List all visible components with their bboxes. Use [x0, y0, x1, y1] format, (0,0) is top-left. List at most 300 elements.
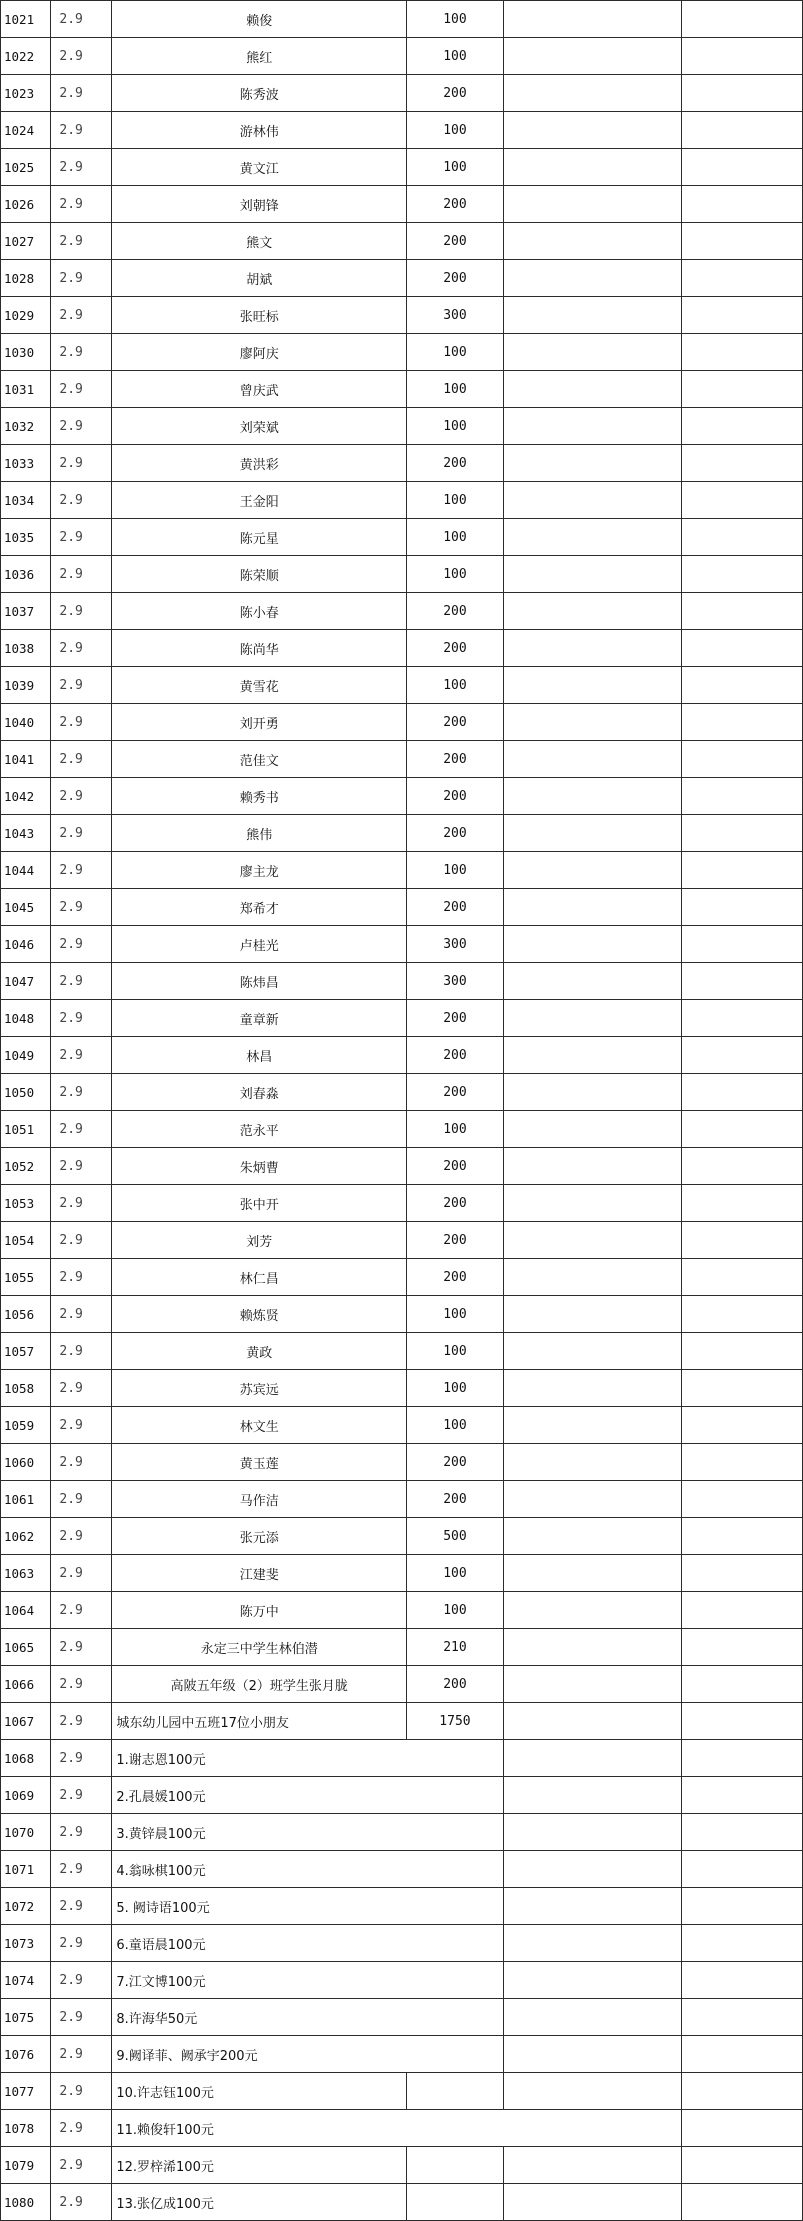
donation-amount[interactable]: 200 — [407, 1074, 504, 1111]
donation-amount[interactable]: 100 — [407, 1296, 504, 1333]
donation-amount[interactable]: 200 — [407, 1259, 504, 1296]
donor-name[interactable]: 刘荣斌 — [112, 408, 407, 445]
row-number[interactable]: 1021 — [1, 1, 51, 38]
row-date[interactable]: 2.9 — [51, 1074, 112, 1111]
note-cell[interactable] — [503, 445, 682, 482]
row-number[interactable]: 1056 — [1, 1296, 51, 1333]
row-date[interactable]: 2.9 — [51, 889, 112, 926]
donor-name[interactable]: 5. 阙诗语100元 — [112, 1888, 407, 1925]
donor-name[interactable]: 曾庆武 — [112, 371, 407, 408]
row-date[interactable]: 2.9 — [51, 1444, 112, 1481]
row-number[interactable]: 1068 — [1, 1740, 51, 1777]
donor-name[interactable]: 9.阙译菲、阙承宇200元 — [112, 2036, 407, 2073]
note-cell[interactable] — [503, 1888, 682, 1925]
row-date[interactable]: 2.9 — [51, 112, 112, 149]
row-date[interactable]: 2.9 — [51, 1370, 112, 1407]
note-cell[interactable] — [503, 1148, 682, 1185]
donor-name[interactable]: 7.江文博100元 — [112, 1962, 407, 1999]
extra-cell[interactable] — [682, 1925, 803, 1962]
donation-amount[interactable]: 200 — [407, 223, 504, 260]
extra-cell[interactable] — [682, 38, 803, 75]
donation-amount[interactable]: 100 — [407, 1592, 504, 1629]
extra-cell[interactable] — [682, 1185, 803, 1222]
row-date[interactable]: 2.9 — [51, 445, 112, 482]
donation-amount[interactable]: 1750 — [407, 1703, 504, 1740]
donor-name[interactable]: 高陂五年级（2）班学生张月胧 — [112, 1666, 407, 1703]
extra-cell[interactable] — [682, 149, 803, 186]
donation-amount[interactable]: 100 — [407, 1407, 504, 1444]
extra-cell[interactable] — [682, 297, 803, 334]
donation-amount[interactable]: 300 — [407, 926, 504, 963]
extra-cell[interactable] — [682, 2147, 803, 2184]
donation-amount[interactable] — [407, 1925, 504, 1962]
donor-name[interactable]: 黄政 — [112, 1333, 407, 1370]
row-number[interactable]: 1071 — [1, 1851, 51, 1888]
extra-cell[interactable] — [682, 186, 803, 223]
extra-cell[interactable] — [682, 1259, 803, 1296]
row-date[interactable]: 2.9 — [51, 778, 112, 815]
note-cell[interactable] — [503, 2073, 682, 2110]
note-cell[interactable] — [503, 260, 682, 297]
donor-name[interactable]: 陈元星 — [112, 519, 407, 556]
row-number[interactable]: 1057 — [1, 1333, 51, 1370]
row-date[interactable]: 2.9 — [51, 149, 112, 186]
row-number[interactable]: 1054 — [1, 1222, 51, 1259]
extra-cell[interactable] — [682, 2184, 803, 2221]
row-number[interactable]: 1060 — [1, 1444, 51, 1481]
row-date[interactable]: 2.9 — [51, 1296, 112, 1333]
row-date[interactable]: 2.9 — [51, 38, 112, 75]
row-date[interactable]: 2.9 — [51, 297, 112, 334]
donation-amount[interactable]: 200 — [407, 704, 504, 741]
note-cell[interactable] — [503, 1592, 682, 1629]
row-number[interactable]: 1022 — [1, 38, 51, 75]
note-cell[interactable] — [503, 1222, 682, 1259]
row-date[interactable]: 2.9 — [51, 260, 112, 297]
row-date[interactable]: 2.9 — [51, 1999, 112, 2036]
donation-amount[interactable] — [407, 1999, 504, 2036]
extra-cell[interactable] — [682, 630, 803, 667]
row-number[interactable]: 1042 — [1, 778, 51, 815]
row-date[interactable]: 2.9 — [51, 1037, 112, 1074]
note-cell[interactable] — [503, 2184, 682, 2221]
extra-cell[interactable] — [682, 1962, 803, 1999]
donation-amount[interactable]: 100 — [407, 38, 504, 75]
row-date[interactable]: 2.9 — [51, 1629, 112, 1666]
donation-amount[interactable]: 100 — [407, 556, 504, 593]
note-cell[interactable] — [503, 1444, 682, 1481]
row-date[interactable]: 2.9 — [51, 334, 112, 371]
donation-amount[interactable] — [407, 2110, 504, 2147]
row-number[interactable]: 1045 — [1, 889, 51, 926]
extra-cell[interactable] — [682, 445, 803, 482]
donation-amount[interactable]: 100 — [407, 1555, 504, 1592]
donor-name[interactable]: 童章新 — [112, 1000, 407, 1037]
row-date[interactable]: 2.9 — [51, 1407, 112, 1444]
row-number[interactable]: 1033 — [1, 445, 51, 482]
donation-amount[interactable] — [407, 2036, 504, 2073]
donor-name[interactable]: 陈荣顺 — [112, 556, 407, 593]
note-cell[interactable] — [503, 1111, 682, 1148]
donor-name[interactable]: 赖炼贤 — [112, 1296, 407, 1333]
extra-cell[interactable] — [682, 1851, 803, 1888]
row-date[interactable]: 2.9 — [51, 630, 112, 667]
extra-cell[interactable] — [682, 2036, 803, 2073]
row-number[interactable]: 1069 — [1, 1777, 51, 1814]
donor-name[interactable]: 黄玉莲 — [112, 1444, 407, 1481]
note-cell[interactable] — [503, 1851, 682, 1888]
row-number[interactable]: 1037 — [1, 593, 51, 630]
extra-cell[interactable] — [682, 1, 803, 38]
note-cell[interactable] — [503, 1629, 682, 1666]
note-cell[interactable] — [503, 1296, 682, 1333]
donor-name[interactable]: 黄文江 — [112, 149, 407, 186]
row-number[interactable]: 1039 — [1, 667, 51, 704]
extra-cell[interactable] — [682, 889, 803, 926]
donation-amount[interactable] — [407, 2147, 504, 2184]
extra-cell[interactable] — [682, 963, 803, 1000]
donor-name[interactable]: 张元添 — [112, 1518, 407, 1555]
donation-amount[interactable]: 200 — [407, 741, 504, 778]
note-cell[interactable] — [503, 1481, 682, 1518]
row-date[interactable]: 2.9 — [51, 371, 112, 408]
donor-name[interactable]: 6.童语晨100元 — [112, 1925, 407, 1962]
note-cell[interactable] — [503, 2036, 682, 2073]
row-date[interactable]: 2.9 — [51, 2073, 112, 2110]
extra-cell[interactable] — [682, 1074, 803, 1111]
note-cell[interactable] — [503, 1370, 682, 1407]
row-number[interactable]: 1053 — [1, 1185, 51, 1222]
row-date[interactable]: 2.9 — [51, 2036, 112, 2073]
note-cell[interactable] — [503, 1, 682, 38]
donation-amount[interactable]: 200 — [407, 186, 504, 223]
row-number[interactable]: 1073 — [1, 1925, 51, 1962]
donation-amount[interactable]: 200 — [407, 815, 504, 852]
donation-amount[interactable]: 200 — [407, 1000, 504, 1037]
note-cell[interactable] — [503, 334, 682, 371]
note-cell[interactable] — [503, 223, 682, 260]
row-number[interactable]: 1076 — [1, 2036, 51, 2073]
donor-name[interactable]: 城东幼儿园中五班17位小朋友 — [112, 1703, 407, 1740]
row-date[interactable]: 2.9 — [51, 1148, 112, 1185]
row-number[interactable]: 1044 — [1, 852, 51, 889]
note-cell[interactable] — [503, 1518, 682, 1555]
row-number[interactable]: 1067 — [1, 1703, 51, 1740]
row-number[interactable]: 1036 — [1, 556, 51, 593]
donor-name[interactable]: 郑希才 — [112, 889, 407, 926]
extra-cell[interactable] — [682, 778, 803, 815]
donor-name[interactable]: 赖俊 — [112, 1, 407, 38]
extra-cell[interactable] — [682, 1333, 803, 1370]
note-cell[interactable] — [503, 630, 682, 667]
note-cell[interactable] — [503, 1037, 682, 1074]
donation-amount[interactable]: 200 — [407, 75, 504, 112]
donation-amount[interactable]: 300 — [407, 297, 504, 334]
note-cell[interactable] — [503, 889, 682, 926]
note-cell[interactable] — [503, 704, 682, 741]
row-number[interactable]: 1034 — [1, 482, 51, 519]
extra-cell[interactable] — [682, 112, 803, 149]
note-cell[interactable] — [503, 38, 682, 75]
row-number[interactable]: 1035 — [1, 519, 51, 556]
extra-cell[interactable] — [682, 1666, 803, 1703]
row-date[interactable]: 2.9 — [51, 667, 112, 704]
extra-cell[interactable] — [682, 1888, 803, 1925]
note-cell[interactable] — [503, 1925, 682, 1962]
donor-name[interactable]: 2.孔晨媛100元 — [112, 1777, 407, 1814]
note-cell[interactable] — [503, 149, 682, 186]
donor-name[interactable]: 黄雪花 — [112, 667, 407, 704]
extra-cell[interactable] — [682, 223, 803, 260]
row-date[interactable]: 2.9 — [51, 1666, 112, 1703]
donor-name[interactable]: 12.罗梓浠100元 — [112, 2147, 407, 2184]
donor-name[interactable]: 张中开 — [112, 1185, 407, 1222]
extra-cell[interactable] — [682, 408, 803, 445]
row-date[interactable]: 2.9 — [51, 223, 112, 260]
donor-name[interactable]: 陈炜昌 — [112, 963, 407, 1000]
row-number[interactable]: 1074 — [1, 1962, 51, 1999]
row-date[interactable]: 2.9 — [51, 2147, 112, 2184]
donation-amount[interactable] — [407, 1851, 504, 1888]
row-number[interactable]: 1026 — [1, 186, 51, 223]
donation-amount[interactable]: 200 — [407, 1037, 504, 1074]
row-date[interactable]: 2.9 — [51, 963, 112, 1000]
row-date[interactable]: 2.9 — [51, 1481, 112, 1518]
donation-amount[interactable] — [407, 1962, 504, 1999]
extra-cell[interactable] — [682, 1629, 803, 1666]
row-number[interactable]: 1051 — [1, 1111, 51, 1148]
row-number[interactable]: 1077 — [1, 2073, 51, 2110]
row-date[interactable]: 2.9 — [51, 75, 112, 112]
row-date[interactable]: 2.9 — [51, 1259, 112, 1296]
donor-name[interactable]: 10.许志钰100元 — [112, 2073, 407, 2110]
note-cell[interactable] — [503, 963, 682, 1000]
donor-name[interactable]: 陈小春 — [112, 593, 407, 630]
row-date[interactable]: 2.9 — [51, 1333, 112, 1370]
donor-name[interactable]: 黄洪彩 — [112, 445, 407, 482]
row-number[interactable]: 1064 — [1, 1592, 51, 1629]
row-number[interactable]: 1062 — [1, 1518, 51, 1555]
row-date[interactable]: 2.9 — [51, 2110, 112, 2147]
row-number[interactable]: 1043 — [1, 815, 51, 852]
note-cell[interactable] — [503, 1703, 682, 1740]
note-cell[interactable] — [503, 408, 682, 445]
extra-cell[interactable] — [682, 741, 803, 778]
donor-name[interactable]: 林仁昌 — [112, 1259, 407, 1296]
row-number[interactable]: 1031 — [1, 371, 51, 408]
row-date[interactable]: 2.9 — [51, 815, 112, 852]
note-cell[interactable] — [503, 852, 682, 889]
row-number[interactable]: 1066 — [1, 1666, 51, 1703]
note-cell[interactable] — [503, 1407, 682, 1444]
donation-amount[interactable]: 200 — [407, 1148, 504, 1185]
extra-cell[interactable] — [682, 1407, 803, 1444]
donation-amount[interactable]: 200 — [407, 778, 504, 815]
note-cell[interactable] — [503, 1185, 682, 1222]
row-number[interactable]: 1023 — [1, 75, 51, 112]
extra-cell[interactable] — [682, 2110, 803, 2147]
row-date[interactable]: 2.9 — [51, 1814, 112, 1851]
donation-amount[interactable]: 200 — [407, 1666, 504, 1703]
note-cell[interactable] — [503, 2147, 682, 2184]
row-number[interactable]: 1055 — [1, 1259, 51, 1296]
extra-cell[interactable] — [682, 260, 803, 297]
donation-amount[interactable]: 100 — [407, 667, 504, 704]
donation-amount[interactable]: 200 — [407, 445, 504, 482]
row-number[interactable]: 1041 — [1, 741, 51, 778]
extra-cell[interactable] — [682, 556, 803, 593]
donation-amount[interactable]: 100 — [407, 519, 504, 556]
note-cell[interactable] — [503, 926, 682, 963]
row-number[interactable]: 1049 — [1, 1037, 51, 1074]
donor-name[interactable]: 卢桂光 — [112, 926, 407, 963]
extra-cell[interactable] — [682, 75, 803, 112]
note-cell[interactable] — [503, 778, 682, 815]
extra-cell[interactable] — [682, 1148, 803, 1185]
row-date[interactable]: 2.9 — [51, 1555, 112, 1592]
donation-amount[interactable]: 300 — [407, 963, 504, 1000]
donation-amount[interactable]: 100 — [407, 334, 504, 371]
extra-cell[interactable] — [682, 1999, 803, 2036]
extra-cell[interactable] — [682, 1111, 803, 1148]
note-cell[interactable] — [503, 2110, 682, 2147]
donor-name[interactable]: 熊伟 — [112, 815, 407, 852]
donation-amount[interactable]: 100 — [407, 1, 504, 38]
donation-amount[interactable]: 200 — [407, 630, 504, 667]
note-cell[interactable] — [503, 519, 682, 556]
donation-amount[interactable]: 200 — [407, 1444, 504, 1481]
row-date[interactable]: 2.9 — [51, 1925, 112, 1962]
note-cell[interactable] — [503, 556, 682, 593]
note-cell[interactable] — [503, 112, 682, 149]
donation-amount[interactable]: 200 — [407, 1222, 504, 1259]
donor-name[interactable]: 刘春淼 — [112, 1074, 407, 1111]
row-number[interactable]: 1024 — [1, 112, 51, 149]
donation-amount[interactable]: 100 — [407, 371, 504, 408]
extra-cell[interactable] — [682, 1000, 803, 1037]
extra-cell[interactable] — [682, 1740, 803, 1777]
extra-cell[interactable] — [682, 1370, 803, 1407]
extra-cell[interactable] — [682, 1777, 803, 1814]
row-number[interactable]: 1040 — [1, 704, 51, 741]
donation-amount[interactable] — [407, 2073, 504, 2110]
donation-amount[interactable] — [407, 1740, 504, 1777]
donor-name[interactable]: 王金阳 — [112, 482, 407, 519]
donor-name[interactable]: 陈秀波 — [112, 75, 407, 112]
note-cell[interactable] — [503, 593, 682, 630]
row-date[interactable]: 2.9 — [51, 186, 112, 223]
donation-amount[interactable]: 100 — [407, 1333, 504, 1370]
row-number[interactable]: 1050 — [1, 1074, 51, 1111]
row-date[interactable]: 2.9 — [51, 1592, 112, 1629]
donor-name[interactable]: 11.赖俊轩100元 — [112, 2110, 407, 2147]
row-date[interactable]: 2.9 — [51, 704, 112, 741]
note-cell[interactable] — [503, 1777, 682, 1814]
row-number[interactable]: 1032 — [1, 408, 51, 445]
donor-name[interactable]: 江建斐 — [112, 1555, 407, 1592]
row-date[interactable]: 2.9 — [51, 1888, 112, 1925]
note-cell[interactable] — [503, 1555, 682, 1592]
donor-name[interactable]: 朱炳曹 — [112, 1148, 407, 1185]
donation-amount[interactable]: 200 — [407, 1481, 504, 1518]
extra-cell[interactable] — [682, 593, 803, 630]
donor-name[interactable]: 熊红 — [112, 38, 407, 75]
row-number[interactable]: 1027 — [1, 223, 51, 260]
note-cell[interactable] — [503, 1259, 682, 1296]
donation-amount[interactable] — [407, 1777, 504, 1814]
note-cell[interactable] — [503, 815, 682, 852]
row-date[interactable]: 2.9 — [51, 852, 112, 889]
row-number[interactable]: 1078 — [1, 2110, 51, 2147]
row-number[interactable]: 1065 — [1, 1629, 51, 1666]
donor-name[interactable]: 陈万中 — [112, 1592, 407, 1629]
donor-name[interactable]: 范佳文 — [112, 741, 407, 778]
donation-amount[interactable]: 100 — [407, 112, 504, 149]
row-number[interactable]: 1070 — [1, 1814, 51, 1851]
row-number[interactable]: 1061 — [1, 1481, 51, 1518]
donor-name[interactable]: 4.翁咏棋100元 — [112, 1851, 407, 1888]
row-number[interactable]: 1052 — [1, 1148, 51, 1185]
extra-cell[interactable] — [682, 1222, 803, 1259]
row-number[interactable]: 1030 — [1, 334, 51, 371]
donor-name[interactable]: 游林伟 — [112, 112, 407, 149]
row-number[interactable]: 1038 — [1, 630, 51, 667]
donation-amount[interactable]: 100 — [407, 408, 504, 445]
row-date[interactable]: 2.9 — [51, 1222, 112, 1259]
row-date[interactable]: 2.9 — [51, 1851, 112, 1888]
note-cell[interactable] — [503, 297, 682, 334]
row-date[interactable]: 2.9 — [51, 556, 112, 593]
row-date[interactable]: 2.9 — [51, 1777, 112, 1814]
donor-name[interactable]: 张旺标 — [112, 297, 407, 334]
extra-cell[interactable] — [682, 704, 803, 741]
donation-amount[interactable]: 200 — [407, 260, 504, 297]
row-date[interactable]: 2.9 — [51, 1703, 112, 1740]
extra-cell[interactable] — [682, 852, 803, 889]
extra-cell[interactable] — [682, 334, 803, 371]
row-date[interactable]: 2.9 — [51, 519, 112, 556]
note-cell[interactable] — [503, 741, 682, 778]
row-date[interactable]: 2.9 — [51, 2184, 112, 2221]
extra-cell[interactable] — [682, 1555, 803, 1592]
donation-amount[interactable]: 100 — [407, 149, 504, 186]
note-cell[interactable] — [503, 75, 682, 112]
donor-name[interactable]: 范永平 — [112, 1111, 407, 1148]
donor-name[interactable]: 赖秀书 — [112, 778, 407, 815]
row-date[interactable]: 2.9 — [51, 1740, 112, 1777]
row-number[interactable]: 1025 — [1, 149, 51, 186]
row-number[interactable]: 1058 — [1, 1370, 51, 1407]
donation-amount[interactable]: 200 — [407, 1185, 504, 1222]
donation-amount[interactable]: 100 — [407, 1111, 504, 1148]
extra-cell[interactable] — [682, 1296, 803, 1333]
note-cell[interactable] — [503, 1814, 682, 1851]
extra-cell[interactable] — [682, 1037, 803, 1074]
donor-name[interactable]: 3.黄锌晨100元 — [112, 1814, 407, 1851]
extra-cell[interactable] — [682, 1814, 803, 1851]
row-date[interactable]: 2.9 — [51, 926, 112, 963]
donor-name[interactable]: 廖阿庆 — [112, 334, 407, 371]
row-date[interactable]: 2.9 — [51, 1000, 112, 1037]
row-date[interactable]: 2.9 — [51, 593, 112, 630]
donor-name[interactable]: 陈尚华 — [112, 630, 407, 667]
donation-amount[interactable]: 500 — [407, 1518, 504, 1555]
row-date[interactable]: 2.9 — [51, 1962, 112, 1999]
donor-name[interactable]: 马作洁 — [112, 1481, 407, 1518]
extra-cell[interactable] — [682, 519, 803, 556]
donor-name[interactable]: 刘开勇 — [112, 704, 407, 741]
donor-name[interactable]: 熊文 — [112, 223, 407, 260]
